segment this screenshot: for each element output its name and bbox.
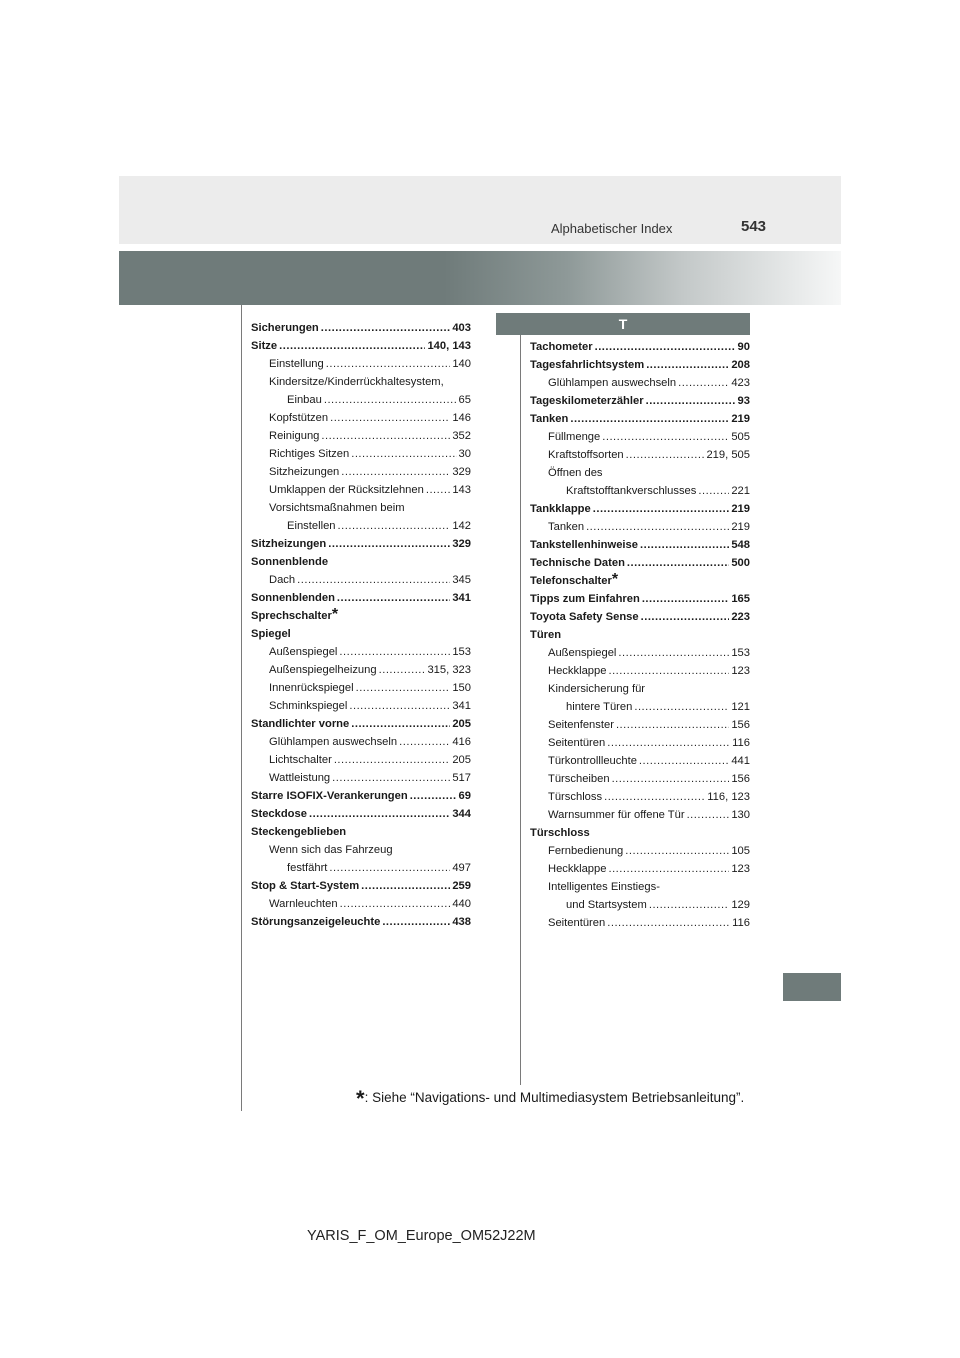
index-entry-label: Glühlampen auswechseln	[548, 377, 677, 389]
index-entry	[530, 860, 750, 878]
dot-leader	[627, 554, 729, 572]
dot-leader	[604, 788, 705, 806]
index-entry	[251, 481, 471, 499]
index-entry-label: Reinigung	[269, 430, 320, 442]
index-entry-label: Kindersitze/Kinderrückhaltesystem,	[269, 376, 444, 388]
index-entry-pages: 153	[452, 646, 471, 658]
index-entry	[530, 608, 750, 626]
dot-leader	[687, 806, 730, 824]
index-entry	[530, 464, 750, 482]
dot-leader	[678, 374, 729, 392]
index-entry-pages: 329	[452, 538, 471, 550]
index-entry-pages: 344	[452, 808, 471, 820]
footnote-text: : Siehe “Navigations- und Multimediasystem Betriebsanleitung”.	[364, 1090, 745, 1105]
index-entry	[530, 788, 750, 806]
dot-leader	[618, 644, 729, 662]
index-entry-label: Stop & Start-System	[251, 880, 360, 892]
index-entry-pages: 345	[452, 574, 471, 586]
index-entry	[530, 536, 750, 554]
index-entry	[251, 823, 471, 841]
index-entry-pages: 150	[452, 682, 471, 694]
index-entry-pages: 423	[731, 377, 750, 389]
dot-leader	[649, 896, 729, 914]
index-entry	[251, 751, 471, 769]
index-entry	[251, 355, 471, 373]
dot-leader	[332, 769, 450, 787]
index-entry-label: Seitentüren	[548, 737, 606, 749]
index-entry-pages: 315, 323	[427, 664, 471, 676]
document-id: YARIS_F_OM_Europe_OM52J22M	[307, 1228, 536, 1244]
index-entry-pages: 438	[452, 916, 471, 928]
index-entry-pages: 208	[731, 359, 750, 371]
index-entry	[530, 914, 750, 932]
index-entry-label: Türschloss	[530, 827, 590, 839]
dot-leader	[608, 662, 729, 680]
index-entry-label: Sicherungen	[251, 322, 319, 334]
index-entry-label: Sonnenblenden	[251, 592, 335, 604]
dot-leader	[279, 337, 425, 355]
index-entry-label: Türscheiben	[548, 773, 610, 785]
index-entry	[530, 356, 750, 374]
index-entry-pages: 500	[731, 557, 750, 569]
index-entry	[530, 626, 750, 644]
index-entry	[251, 409, 471, 427]
index-entry	[251, 391, 471, 409]
index-entry-pages: 140	[452, 358, 471, 370]
index-entry-label: Wattleistung	[269, 772, 331, 784]
index-entry-pages: 505	[731, 431, 750, 443]
index-entry-pages: 517	[452, 772, 471, 784]
index-entry-label: Außenspiegelheizung	[269, 664, 377, 676]
index-entry-label: Öffnen des	[548, 467, 603, 479]
index-entry-pages: 223	[731, 611, 750, 623]
index-entry-label: Sitzheizungen	[251, 538, 327, 550]
index-entry	[530, 428, 750, 446]
index-entry-pages: 130	[731, 809, 750, 821]
index-entry	[251, 805, 471, 823]
index-entry-pages: 205	[452, 718, 471, 730]
index-entry-pages: 341	[452, 592, 471, 604]
index-entry-label: Tagesfahrlichtsystem	[530, 359, 645, 371]
index-entry-label: Sonnenblende	[251, 556, 329, 568]
index-entry-pages: 30	[458, 448, 471, 460]
dot-leader	[639, 752, 729, 770]
index-entry-label: Seitenfenster	[548, 719, 614, 731]
index-entry-label: Innenrückspiegel	[269, 682, 354, 694]
index-entry-pages: 142	[452, 520, 471, 532]
index-entry-label: Spiegel	[251, 628, 291, 640]
dot-leader	[337, 589, 450, 607]
index-entry	[251, 571, 471, 589]
index-entry	[251, 877, 471, 895]
dot-leader	[626, 446, 705, 464]
dot-leader	[328, 535, 450, 553]
index-entry	[251, 679, 471, 697]
index-entry	[530, 590, 750, 608]
index-entry-label: Dach	[269, 574, 296, 586]
index-column-right	[530, 338, 750, 932]
dot-leader	[321, 319, 451, 337]
index-entry-label: Fernbedienung	[548, 845, 624, 857]
index-entry	[251, 589, 471, 607]
index-entry-pages: 93	[737, 395, 750, 407]
index-entry	[530, 734, 750, 752]
index-entry-label: Glühlampen auswechseln	[269, 736, 398, 748]
dot-leader	[324, 391, 457, 409]
dot-leader	[634, 698, 729, 716]
index-entry	[530, 374, 750, 392]
index-entry-pages: 548	[731, 539, 750, 551]
dot-leader	[382, 913, 450, 931]
header-title: Alphabetischer Index	[551, 221, 673, 236]
index-entry	[530, 896, 750, 914]
dot-leader	[612, 770, 730, 788]
index-entry-label: Wenn sich das Fahrzeug	[269, 844, 393, 856]
index-entry-pages: 90	[737, 341, 750, 353]
index-entry	[251, 319, 471, 337]
index-entry-label: Heckklappe	[548, 863, 607, 875]
index-entry	[251, 859, 471, 877]
index-entry-label: Einstellen	[287, 520, 336, 532]
index-entry-label: Außenspiegel	[548, 647, 617, 659]
index-entry	[251, 535, 471, 553]
dot-leader	[399, 733, 450, 751]
section-letter-header: T	[496, 313, 750, 335]
index-entry-label: Kindersicherung für	[548, 683, 646, 695]
index-entry-label: Heckklappe	[548, 665, 607, 677]
dot-leader	[625, 842, 729, 860]
index-entry	[251, 895, 471, 913]
index-entry-label: Steckdose	[251, 808, 307, 820]
index-entry-pages: 416	[452, 736, 471, 748]
index-entry-pages: 153	[731, 647, 750, 659]
dot-leader	[326, 355, 451, 373]
index-entry: Sprechschalter *	[251, 606, 339, 623]
index-entry-pages: 497	[452, 862, 471, 874]
index-entry-label: Tachometer	[530, 341, 593, 353]
index-entry-label: Umklappen der Rücksitzlehnen	[269, 484, 424, 496]
index-entry-label: Tanken	[548, 521, 585, 533]
index-entry	[251, 841, 471, 859]
index-entry	[251, 373, 471, 391]
index-entry-label: Einstellung	[269, 358, 324, 370]
index-entry-pages: 156	[731, 719, 750, 731]
index-entry-pages: 123	[731, 665, 750, 677]
dot-leader	[641, 608, 730, 626]
index-entry-label: Telefonschalter	[530, 575, 612, 587]
index-entry	[530, 554, 750, 572]
index-entry-pages: 146	[452, 412, 471, 424]
index-entry	[530, 338, 750, 356]
index-entry-label: Lichtschalter	[269, 754, 332, 766]
dot-leader	[379, 661, 426, 679]
index-entry-pages: 116	[732, 917, 750, 929]
index-entry-pages: 329	[452, 466, 471, 478]
dot-leader	[616, 716, 729, 734]
index-entry	[530, 824, 750, 842]
index-entry	[251, 625, 471, 643]
index-entry-label: Warnsummer für offene Tür	[548, 809, 685, 821]
index-entry	[530, 752, 750, 770]
dot-leader	[593, 500, 730, 518]
index-entry	[251, 445, 471, 463]
index-entry-pages: 105	[731, 845, 750, 857]
index-entry-label: Tankstellenhinweise	[530, 539, 638, 551]
index-entry-label: Türen	[530, 629, 562, 641]
dot-leader	[321, 427, 450, 445]
footnote	[356, 1086, 744, 1112]
dot-leader	[330, 409, 450, 427]
index-entry-label: Füllmenge	[548, 431, 601, 443]
index-column-left	[251, 319, 471, 931]
index-entry	[251, 787, 471, 805]
index-entry: Telefonschalter *	[530, 571, 619, 588]
dot-leader	[338, 517, 451, 535]
index-entry-pages: 219	[731, 521, 750, 533]
index-entry-label: Vorsichtsmaßnahmen beim	[269, 502, 405, 514]
index-entry-pages: 219	[731, 413, 750, 425]
index-entry-pages: 205	[452, 754, 471, 766]
dot-leader	[340, 895, 451, 913]
index-entry-label: Technische Daten	[530, 557, 625, 569]
index-entry-pages: 165	[731, 593, 750, 605]
index-entry-pages: 156	[731, 773, 750, 785]
index-entry-label: Tankklappe	[530, 503, 591, 515]
index-entry-label: Sprechschalter	[251, 610, 332, 622]
index-entry-pages: 221	[731, 485, 750, 497]
index-entry-pages: 441	[731, 755, 750, 767]
dot-leader	[602, 428, 729, 446]
dot-leader	[426, 481, 450, 499]
index-entry-label: Tipps zum Einfahren	[530, 593, 640, 605]
index-entry-pages: 65	[458, 394, 471, 406]
index-entry	[530, 518, 750, 536]
chapter-tab	[783, 973, 841, 1001]
index-entry-label: Türschloss	[548, 791, 603, 803]
dot-leader	[329, 859, 450, 877]
footnote-star: *	[356, 1086, 365, 1111]
center-divider-line	[520, 335, 521, 1085]
index-entry-label: festfährt	[287, 862, 328, 874]
index-entry-pages: 352	[452, 430, 471, 442]
index-entry	[251, 427, 471, 445]
index-entry-label: Kraftstofftankverschlusses	[566, 485, 697, 497]
index-entry-label: hintere Türen	[566, 701, 633, 713]
index-entry-label: Richtiges Sitzen	[269, 448, 350, 460]
dot-leader	[341, 463, 450, 481]
index-entry	[251, 733, 471, 751]
index-entry	[530, 716, 750, 734]
index-entry	[251, 697, 471, 715]
dot-leader	[698, 482, 729, 500]
dot-leader	[640, 536, 729, 554]
dot-leader	[309, 805, 450, 823]
index-entry	[251, 499, 471, 517]
index-entry-pages: 219	[731, 503, 750, 515]
dot-leader	[646, 356, 729, 374]
index-entry-pages: 121	[731, 701, 750, 713]
index-entry-pages: 219, 505	[706, 449, 750, 461]
index-entry	[530, 662, 750, 680]
index-entry-label: Sitzheizungen	[269, 466, 340, 478]
page-number: 543	[741, 218, 767, 235]
index-entry-label: Warnleuchten	[269, 898, 338, 910]
header-band	[119, 176, 841, 244]
index-entry-pages: 440	[452, 898, 471, 910]
index-entry-pages: 140, 143	[427, 340, 471, 352]
index-entry	[530, 500, 750, 518]
index-entry	[251, 643, 471, 661]
index-entry	[251, 553, 471, 571]
index-entry-pages: 341	[452, 700, 471, 712]
index-entry	[251, 715, 471, 733]
dot-leader	[410, 787, 457, 805]
index-entry-label: Seitentüren	[548, 917, 606, 929]
dot-leader	[351, 445, 456, 463]
dot-leader	[595, 338, 736, 356]
index-entry-pages: 116	[732, 737, 750, 749]
index-entry-pages: 259	[452, 880, 471, 892]
index-entry-pages: 143	[452, 484, 471, 496]
index-entry-label: Kopfstützen	[269, 412, 329, 424]
index-entry	[530, 842, 750, 860]
index-entry	[530, 482, 750, 500]
index-entry	[530, 392, 750, 410]
left-divider-line	[241, 305, 242, 1111]
dot-leader	[349, 697, 450, 715]
index-entry-pages: 116, 123	[707, 791, 750, 803]
dot-leader	[607, 914, 730, 932]
dot-leader	[646, 392, 736, 410]
index-entry	[530, 878, 750, 896]
index-entry	[530, 680, 750, 698]
index-entry-pages: 403	[452, 322, 471, 334]
index-entry	[530, 644, 750, 662]
index-entry-label: Schminkspiegel	[269, 700, 348, 712]
index-entry-label: Toyota Safety Sense	[530, 611, 639, 623]
index-entry	[251, 913, 471, 931]
index-entry	[251, 517, 471, 535]
dot-leader	[361, 877, 450, 895]
index-entry-pages: 129	[731, 899, 750, 911]
index-entry-label: Steckengeblieben	[251, 826, 347, 838]
dot-leader	[607, 734, 730, 752]
dot-leader	[642, 590, 730, 608]
index-entry-label: Tageskilometerzähler	[530, 395, 644, 407]
index-entry	[530, 806, 750, 824]
dot-leader	[586, 518, 729, 536]
dot-leader	[356, 679, 451, 697]
index-entry	[530, 446, 750, 464]
index-entry-label: Kraftstoffsorten	[548, 449, 624, 461]
dot-leader	[297, 571, 450, 589]
index-entry-label: Starre ISOFIX-Verankerungen	[251, 790, 408, 802]
index-entry-label: Intelligentes Einstiegs-	[548, 881, 660, 893]
index-entry-label: Einbau	[287, 394, 322, 406]
index-entry	[251, 463, 471, 481]
index-entry	[530, 410, 750, 428]
index-entry-label: Außenspiegel	[269, 646, 338, 658]
index-entry	[251, 661, 471, 679]
index-entry-label: Tanken	[530, 413, 569, 425]
dot-leader	[339, 643, 450, 661]
index-entry-pages: 123	[731, 863, 750, 875]
index-entry-pages: 69	[458, 790, 471, 802]
dot-leader	[334, 751, 451, 769]
section-banner	[119, 251, 841, 305]
index-entry-label: Störungsanzeigeleuchte	[251, 916, 381, 928]
index-entry	[251, 769, 471, 787]
dot-leader	[351, 715, 450, 733]
dot-leader	[570, 410, 729, 428]
index-entry-label: Türkontrollleuchte	[548, 755, 637, 767]
dot-leader	[608, 860, 729, 878]
index-entry	[530, 698, 750, 716]
index-entry-label: Standlichter vorne	[251, 718, 350, 730]
index-entry	[251, 337, 471, 355]
index-entry-label: Sitze	[251, 340, 278, 352]
index-entry	[530, 770, 750, 788]
index-entry-label: und Startsystem	[566, 899, 647, 911]
